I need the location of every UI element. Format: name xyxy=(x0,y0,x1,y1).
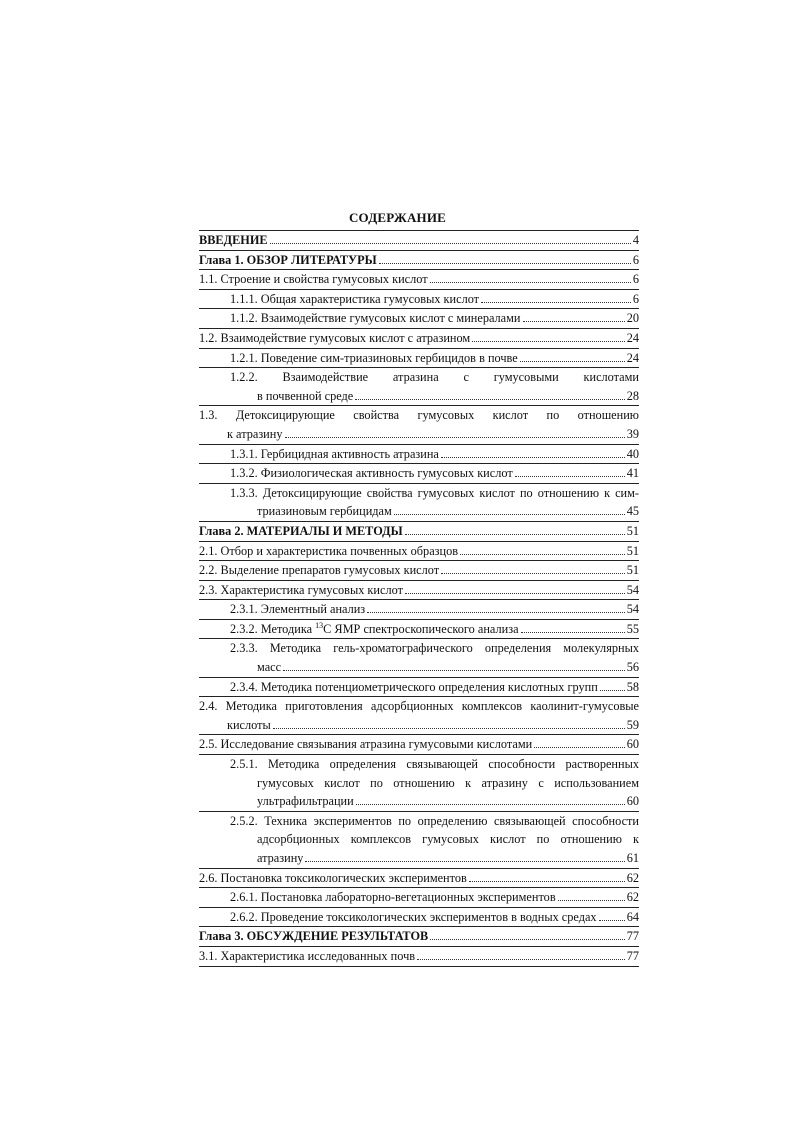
toc-entry-page: 62 xyxy=(626,870,639,885)
toc-entry-page: 61 xyxy=(626,851,639,865)
toc-entry[interactable] xyxy=(199,888,639,908)
toc-entry-page: 24 xyxy=(626,350,639,365)
toc-entry[interactable] xyxy=(199,368,639,406)
leader-dots xyxy=(355,399,624,400)
toc-entry-page: 54 xyxy=(626,582,639,597)
toc-entry-title: 2.3. Характеристика гумусовых кислот xyxy=(199,582,403,597)
toc-entry-title: 2.1. Отбор и характеристика почвенных образцов xyxy=(199,543,459,558)
toc-entry-page: 40 xyxy=(626,446,639,461)
leader-dots xyxy=(417,959,625,960)
leader-dots xyxy=(481,302,631,303)
toc-entry[interactable] xyxy=(199,464,639,484)
toc-entry-page: 56 xyxy=(626,660,639,675)
leader-dots xyxy=(273,728,625,729)
leader-dots xyxy=(534,747,625,748)
leader-dots xyxy=(405,534,625,535)
toc-entry-title-line: 1.2.2. Взаимодействие атразина с гумусовыми кислотами xyxy=(230,370,639,385)
leader-dots xyxy=(356,804,625,805)
toc-entry-page: 51 xyxy=(626,563,639,578)
toc-entry-page: 28 xyxy=(626,388,639,403)
toc-entry-title: 1.1.1. Общая характеристика гумусовых кислот xyxy=(230,291,480,306)
toc-entry-title: 2.2. Выделение препаратов гумусовых кислот xyxy=(199,563,440,578)
toc-entry[interactable] xyxy=(199,445,639,465)
toc-entry[interactable] xyxy=(199,697,639,735)
leader-dots xyxy=(599,920,625,921)
toc-entry-title-line: 2.4. Методика приготовления адсорбционных комплексов каолинит-гумусовые xyxy=(199,699,639,714)
toc-entry-page: 24 xyxy=(626,330,639,345)
leader-dots xyxy=(520,361,625,362)
toc-entry[interactable] xyxy=(199,522,639,542)
leader-dots xyxy=(405,593,625,594)
toc-entry-page: 45 xyxy=(626,504,639,519)
leader-dots xyxy=(305,861,624,862)
toc-entry-title: 1.2. Взаимодействие гумусовых кислот с атразином xyxy=(199,330,471,345)
toc-entry-page: 55 xyxy=(626,621,639,636)
toc-entry[interactable] xyxy=(199,349,639,369)
toc-entry-title: 1.1.2. Взаимодействие гумусовых кислот с минералами xyxy=(230,311,521,326)
toc-entry-title-line: 1.3. Детоксицирующие свойства гумусовых кислот по отношению xyxy=(199,408,639,423)
leader-dots xyxy=(472,341,625,342)
leader-dots xyxy=(283,670,625,671)
toc-entry-title-line: 2.5.1. Методика определения связывающей способности растворенных xyxy=(230,757,639,772)
leader-dots xyxy=(285,437,625,438)
toc-entry-title: 1.2.1. Поведение сим-триазиновых гербицидов в почве xyxy=(230,350,518,365)
toc-entry-page: 6 xyxy=(632,291,639,306)
toc-entry[interactable] xyxy=(199,735,639,755)
leader-dots xyxy=(379,263,631,264)
toc-entry-title: Глава 1. ОБЗОР ЛИТЕРАТУРЫ xyxy=(199,252,377,267)
toc-entry-title: 2.6.2. Проведение токсикологических экспериментов в водных средах xyxy=(230,909,597,924)
toc-entry[interactable] xyxy=(199,406,639,444)
toc-entry-title: 2.3.1. Элементный анализ xyxy=(230,602,366,617)
toc-entry[interactable] xyxy=(199,309,639,329)
toc-entry-page: 51 xyxy=(626,523,639,538)
leader-dots xyxy=(441,573,625,574)
leader-dots xyxy=(367,612,625,613)
leader-dots xyxy=(523,321,625,322)
toc-entry-page: 41 xyxy=(626,466,639,481)
toc-entry-title: 3.1. Характеристика исследованных почв xyxy=(199,948,416,963)
toc-entry[interactable] xyxy=(199,581,639,601)
toc-entry-page: 20 xyxy=(626,311,639,326)
leader-dots xyxy=(521,632,625,633)
toc-entry-title: 1.3.1. Гербицидная активность атразина xyxy=(230,446,439,461)
toc-entry-title: 2.6. Постановка токсикологических экспериментов xyxy=(199,870,467,885)
leader-dots xyxy=(430,282,631,283)
toc-entry[interactable] xyxy=(199,678,639,698)
toc-entry-title: ультрафильтрации xyxy=(257,794,354,809)
toc-entry[interactable] xyxy=(199,927,639,947)
table-of-contents xyxy=(199,230,639,967)
toc-entry-page: 58 xyxy=(626,679,639,694)
toc-entry-title: масс xyxy=(257,660,282,675)
toc-entry[interactable] xyxy=(199,290,639,310)
toc-entry-page: 62 xyxy=(626,890,639,905)
leader-dots xyxy=(469,881,625,882)
toc-entry-title: триазиновым гербицидам xyxy=(257,504,392,519)
toc-entry-title: 1.3.2. Физиологическая активность гумусовых кислот xyxy=(230,466,513,481)
toc-entry-title-line: адсорбционных комплексов гумусовых кислот по отношению к xyxy=(257,832,639,847)
toc-entry[interactable] xyxy=(199,484,639,522)
toc-entry[interactable] xyxy=(199,542,639,562)
toc-entry-title: 2.3.2. Методика $^{13}$C ЯМР спектроскопического анализа xyxy=(230,620,519,636)
toc-entry-page: 77 xyxy=(626,929,639,944)
toc-entry[interactable] xyxy=(199,869,639,889)
toc-entry-title: кислоты xyxy=(227,717,271,732)
toc-entry-title: Глава 2. МАТЕРИАЛЫ И МЕТОДЫ xyxy=(199,523,403,538)
toc-entry-title: 2.3.4. Методика потенциометрического определения кислотных групп xyxy=(230,679,598,694)
toc-entry-title: 2.6.1. Постановка лабораторно-вегетационных экспериментов xyxy=(230,890,556,905)
toc-entry[interactable] xyxy=(199,639,639,677)
toc-entry[interactable] xyxy=(199,600,639,620)
toc-entry-page: 54 xyxy=(626,602,639,617)
toc-entry-title: 2.5. Исследование связывания атразина гумусовыми кислотами xyxy=(199,737,533,752)
toc-entry[interactable] xyxy=(199,231,639,251)
toc-entry-page: 64 xyxy=(626,909,639,924)
leader-dots xyxy=(600,690,625,691)
toc-entry[interactable] xyxy=(199,755,639,812)
toc-entry-title: атразину xyxy=(257,851,304,865)
toc-entry-title: ВВЕДЕНИЕ xyxy=(199,233,268,247)
toc-entry-page: 39 xyxy=(626,426,639,441)
toc-entry-page: 51 xyxy=(626,543,639,558)
toc-entry-title-line: 2.3.3. Методика гель-хроматографического определения молекулярных xyxy=(230,641,639,656)
toc-entry-page: 60 xyxy=(626,737,639,752)
toc-entry-title-line: гумусовых кислот по отношению к атразину с использованием xyxy=(257,775,639,790)
toc-entry[interactable] xyxy=(199,561,639,581)
toc-entry-title-line: 1.3.3. Детоксицирующие свойства гумусовых кислот по отношению к сим- xyxy=(230,485,639,500)
leader-dots xyxy=(270,243,631,244)
toc-entry[interactable] xyxy=(199,812,639,869)
page-title: СОДЕРЖАНИЕ xyxy=(348,210,447,225)
toc-entry-page: 6 xyxy=(632,272,639,287)
toc-entry-title: Глава 3. ОБСУЖДЕНИЕ РЕЗУЛЬТАТОВ xyxy=(199,929,429,944)
toc-entry[interactable] xyxy=(199,329,639,349)
toc-entry-page: 4 xyxy=(632,233,639,247)
toc-entry-title-line: 2.5.2. Техника экспериментов по определению связывающей способности xyxy=(230,813,639,828)
toc-entry-page: 6 xyxy=(632,252,639,267)
toc-entry-title: 1.1. Строение и свойства гумусовых кислот xyxy=(199,272,428,287)
toc-entry[interactable] xyxy=(199,908,639,928)
leader-dots xyxy=(515,476,625,477)
leader-dots xyxy=(558,900,625,901)
leader-dots xyxy=(430,939,624,940)
toc-entry-page: 60 xyxy=(626,794,639,809)
toc-entry[interactable] xyxy=(199,270,639,290)
toc-entry-title: к атразину xyxy=(227,426,283,441)
toc-entry-page: 77 xyxy=(626,948,639,963)
toc-entry-page: 59 xyxy=(626,717,639,732)
leader-dots xyxy=(394,514,625,515)
leader-dots xyxy=(441,457,625,458)
leader-dots xyxy=(460,554,625,555)
toc-entry[interactable] xyxy=(199,620,639,640)
toc-entry-title: в почвенной среде xyxy=(257,388,354,403)
toc-entry[interactable] xyxy=(199,251,639,271)
toc-entry[interactable] xyxy=(199,947,639,967)
